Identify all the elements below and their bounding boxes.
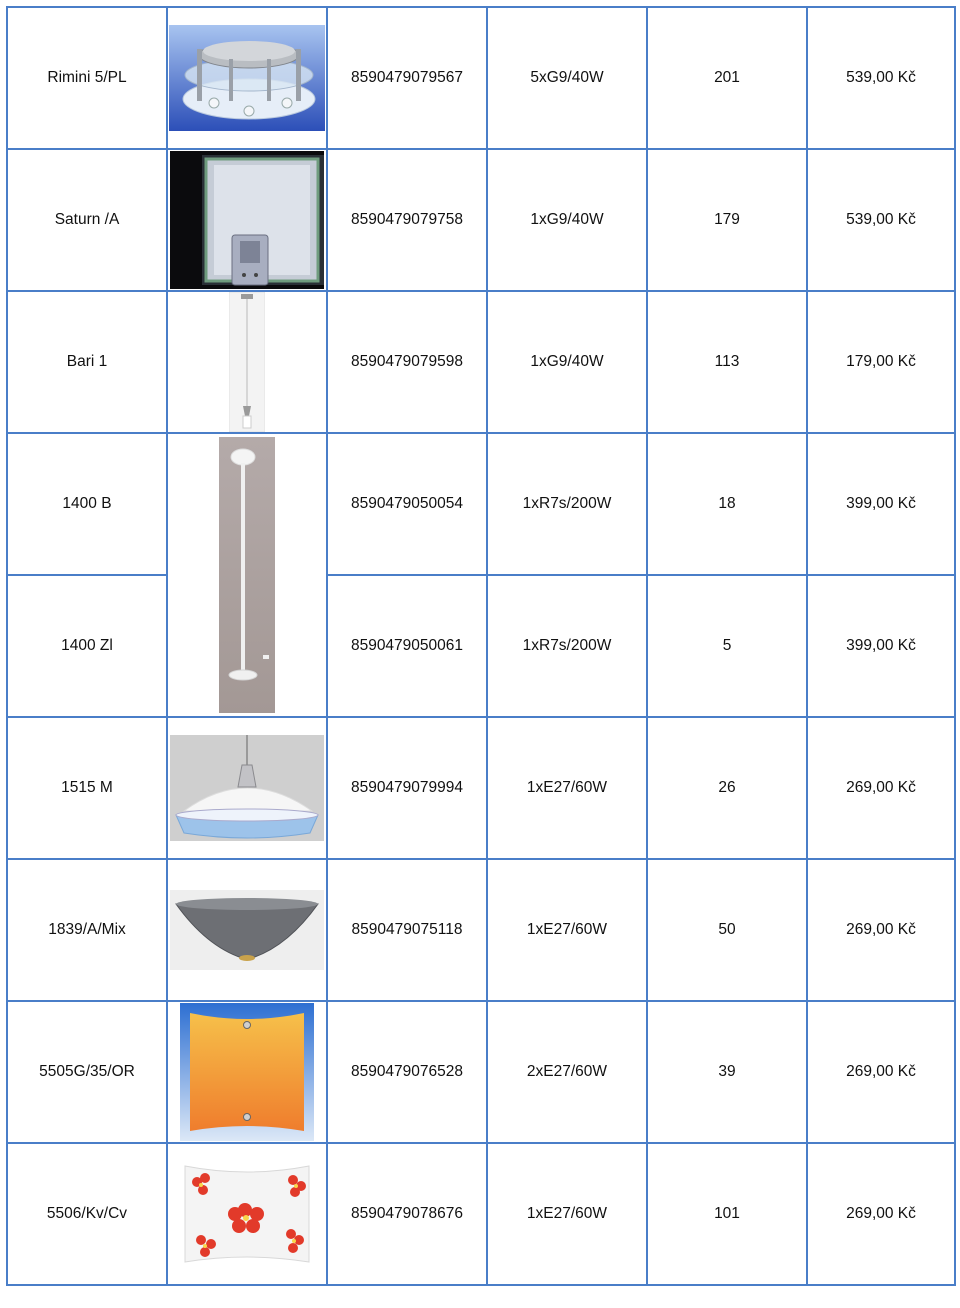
product-ean: 8590479079567	[327, 7, 487, 149]
flower-wall-lamp-image	[183, 1160, 311, 1268]
product-bulbs: 1xE27/60W	[487, 717, 647, 859]
product-ean: 8590479079598	[327, 291, 487, 433]
product-ean: 8590479076528	[327, 1001, 487, 1143]
product-name: 1515 M	[7, 717, 167, 859]
table-row	[7, 859, 955, 1001]
table-row	[7, 433, 955, 575]
product-stock: 201	[647, 7, 807, 149]
wall-lamp-glass-image	[170, 151, 324, 289]
product-stock: 5	[647, 575, 807, 717]
product-bulbs: 5xG9/40W	[487, 7, 647, 149]
product-name: Bari 1	[7, 291, 167, 433]
table-row	[7, 1001, 955, 1143]
product-stock: 50	[647, 859, 807, 1001]
table-row	[7, 575, 955, 717]
product-ean: 8590479050061	[327, 575, 487, 717]
product-price: 399,00 Kč	[807, 433, 955, 575]
product-ean: 8590479075118	[327, 859, 487, 1001]
product-bulbs: 1xE27/60W	[487, 859, 647, 1001]
product-name: Saturn /A	[7, 149, 167, 291]
product-image-cell	[167, 7, 327, 149]
product-name: 1400 Zl	[7, 575, 167, 717]
product-name: 1400 B	[7, 433, 167, 575]
table-row	[7, 149, 955, 291]
product-image-cell	[167, 149, 327, 291]
product-ean: 8590479050054	[327, 433, 487, 575]
product-stock: 39	[647, 1001, 807, 1143]
product-bulbs: 1xG9/40W	[487, 291, 647, 433]
product-image-cell	[167, 433, 327, 717]
product-table	[6, 6, 956, 1286]
product-stock: 101	[647, 1143, 807, 1285]
product-price: 179,00 Kč	[807, 291, 955, 433]
product-name: 5506/Kv/Cv	[7, 1143, 167, 1285]
product-bulbs: 1xR7s/200W	[487, 433, 647, 575]
pendant-dome-lamp-image	[170, 735, 324, 841]
table-row	[7, 7, 955, 149]
product-price: 539,00 Kč	[807, 149, 955, 291]
pendant-lamp-image	[229, 292, 265, 432]
product-bulbs: 1xR7s/200W	[487, 575, 647, 717]
product-price: 269,00 Kč	[807, 1143, 955, 1285]
ceiling-lamp-glass-image	[169, 25, 325, 131]
product-name: 5505G/35/OR	[7, 1001, 167, 1143]
product-ean: 8590479079994	[327, 717, 487, 859]
floor-lamp-image	[219, 437, 275, 713]
product-stock: 113	[647, 291, 807, 433]
product-bulbs: 2xE27/60W	[487, 1001, 647, 1143]
product-image-cell	[167, 1143, 327, 1285]
table-row	[7, 717, 955, 859]
orange-wall-lamp-image	[180, 1003, 314, 1141]
product-stock: 18	[647, 433, 807, 575]
table-row	[7, 291, 955, 433]
product-ean: 8590479079758	[327, 149, 487, 291]
product-price: 269,00 Kč	[807, 1001, 955, 1143]
product-image-cell	[167, 291, 327, 433]
product-image-cell	[167, 717, 327, 859]
product-stock: 179	[647, 149, 807, 291]
product-image-cell	[167, 859, 327, 1001]
product-price: 269,00 Kč	[807, 859, 955, 1001]
product-ean: 8590479078676	[327, 1143, 487, 1285]
wall-bowl-lamp-image	[170, 890, 324, 970]
table-row	[7, 1143, 955, 1285]
product-bulbs: 1xG9/40W	[487, 149, 647, 291]
product-price: 399,00 Kč	[807, 575, 955, 717]
product-name: Rimini 5/PL	[7, 7, 167, 149]
product-image-cell	[167, 1001, 327, 1143]
product-stock: 26	[647, 717, 807, 859]
product-name: 1839/A/Mix	[7, 859, 167, 1001]
product-bulbs: 1xE27/60W	[487, 1143, 647, 1285]
product-price: 539,00 Kč	[807, 7, 955, 149]
product-price: 269,00 Kč	[807, 717, 955, 859]
